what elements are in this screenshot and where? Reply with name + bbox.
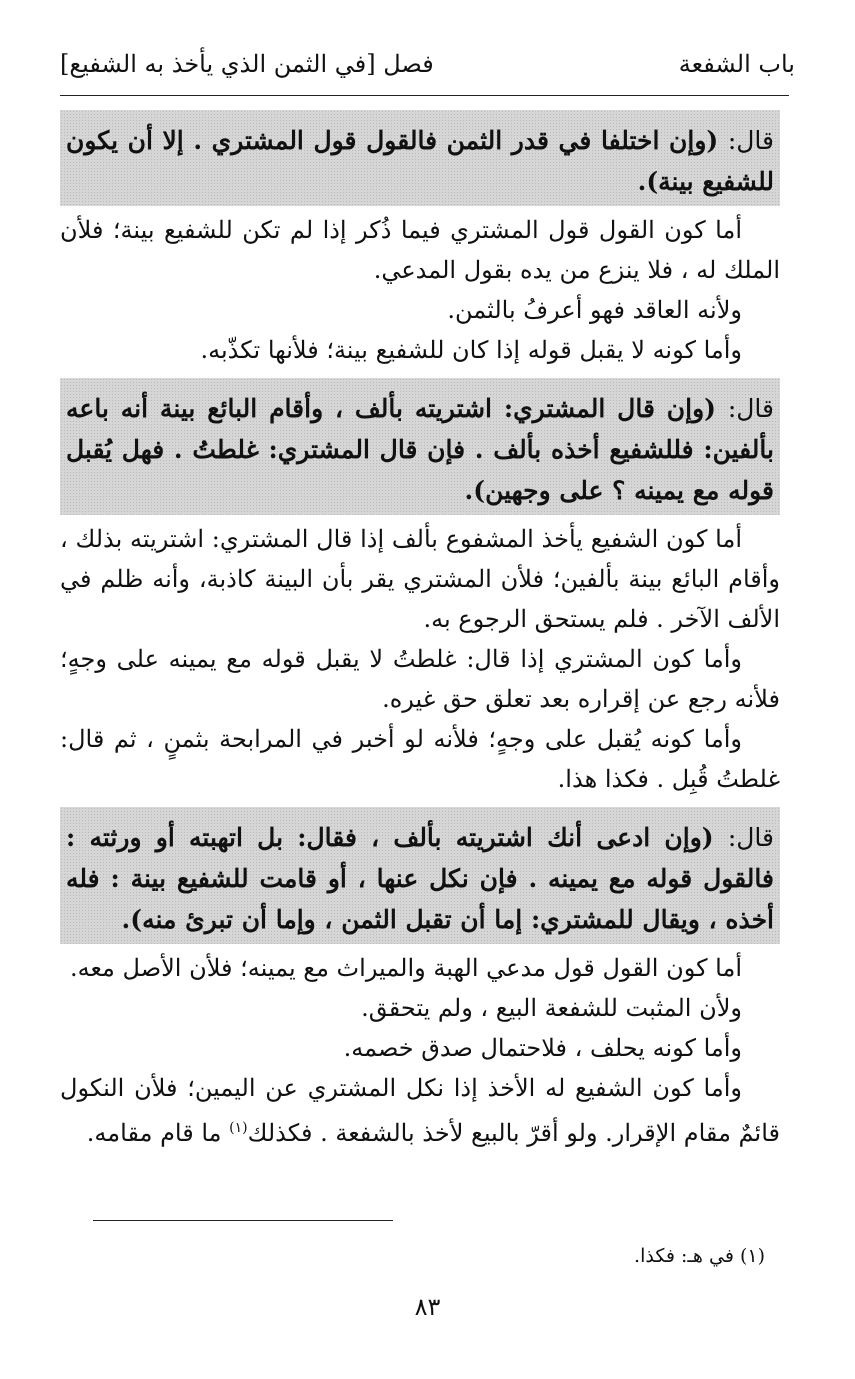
commentary-paragraph: وأما كونه يحلف ، فلاحتمال صدق خصمه.: [343, 1034, 742, 1062]
commentary-paragraph: وأما كون المشتري إذا قال: غلطتُ لا يقبل قوله مع يمينه على وجهٍ؛ فلأنه رجع عن إقراره بعد تعلق حق غيره.: [60, 645, 780, 713]
commentary-paragraph: أما كون القول قول مدعي الهبة والميراث مع يمينه؛ فلأن الأصل معه.: [69, 954, 742, 982]
page-number: ٨٣: [414, 1293, 441, 1321]
matn-lead: قال:: [727, 394, 774, 423]
header-rule: [60, 95, 789, 96]
commentary-paragraph: وأما كونه يُقبل على وجهٍ؛ فلأنه لو أخبر في المرابحة بثمنٍ ، ثم قال: غلطتُ قُبِل . فكذا هذا.: [60, 725, 780, 793]
matn-block-1: [60, 110, 780, 206]
commentary-paragraph: ولأنه العاقد فهو أعرفُ بالثمن.: [447, 296, 742, 324]
matn-block-3: [60, 807, 780, 944]
commentary-paragraph: أما كون القول قول المشتري فيما ذُكر إذا لم تكن للشفيع بينة؛ فلأن الملك له ، فلا ينزع من يده بقول المدعي.: [60, 216, 780, 284]
chapter-title: باب الشفعة: [678, 50, 795, 78]
matn-text: (وإن اختلفا في قدر الثمن فالقول قول المشتري . إلا أن يكون للشفيع بينة).: [66, 126, 774, 196]
commentary-paragraph: [60, 1068, 780, 1153]
matn-lead: قال:: [727, 823, 774, 852]
commentary-paragraph: ولأن المثبت للشفعة البيع ، ولم يتحقق.: [361, 994, 742, 1022]
commentary-paragraph: أما كون الشفيع يأخذ المشفوع بألف إذا قال المشتري: اشتريته بذلك ، وأقام البائع بينة بألفين؛ فلأن المشتري يقر بأن البينة كاذبة، وأنه ظلم في الألف الآخر . فلم يستحق الرجوع به.: [60, 525, 780, 633]
matn-text: (وإن قال المشتري: اشتريته بألف ، وأقام البائع بينة أنه باعه بألفين: فللشفيع أخذه بألف . فإن قال المشتري: غلطتُ . فهل يُقبل قوله مع يمينه ؟ على وجهين).: [66, 394, 774, 505]
running-head: [60, 50, 795, 90]
section-title: فصل [في الثمن الذي يأخذ به الشفيع]: [60, 50, 434, 78]
matn-block-2: [60, 378, 780, 515]
footnote-rule: [93, 1220, 393, 1221]
matn-text: (وإن ادعى أنك اشتريته بألف ، فقال: بل اتهبته أو ورثته : فالقول قوله مع يمينه . فإن نكل عنها ، أو قامت للشفيع بينة : فله أخذه ، ويقال للمشتري: إما أن تقبل الثمن ، وإما أن تبرئ منه).: [66, 823, 774, 934]
page-body: [60, 110, 780, 1153]
paragraph-text: وأما كون الشفيع له الأخذ إذا نكل المشتري عن اليمين؛ فلأن النكول قائمٌ مقام الإقرار. ولو أقرّ بالبيع لأخذ بالشفعة . فكذلك: [60, 1074, 780, 1147]
paragraph-tail: ما قام مقامه.: [86, 1119, 230, 1147]
footnote-marker[interactable]: (١): [229, 1120, 248, 1136]
matn-lead: قال:: [727, 126, 774, 155]
commentary-paragraph: وأما كونه لا يقبل قوله إذا كان للشفيع بينة؛ فلأنها تكذّبه.: [200, 336, 742, 364]
footnote: (١) في هـ: فكذا.: [634, 1245, 765, 1267]
